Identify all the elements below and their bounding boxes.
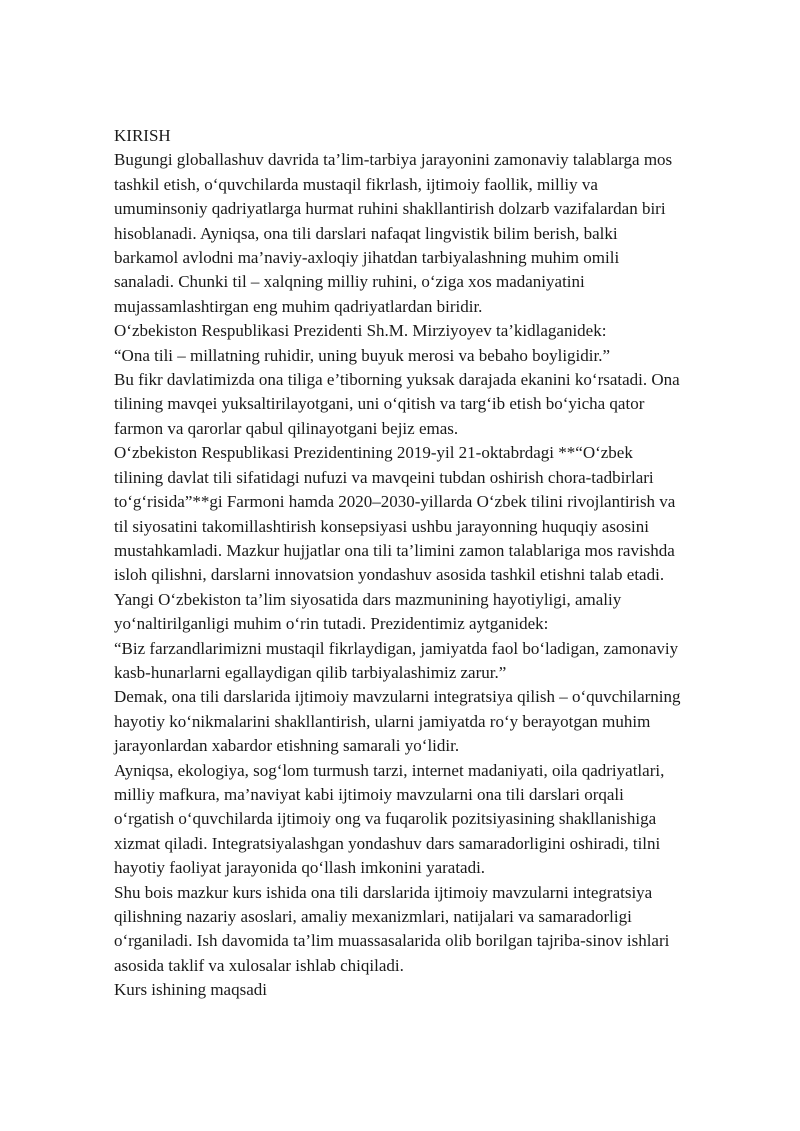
text-line: tilining davlat tili sifatidagi nufuzi va mavqeini tubdan oshirish chora-tadbirlari (114, 467, 654, 487)
text-line: farmon va qarorlar qabul qilinayotgani bejiz emas. (114, 418, 459, 438)
text-line: hisoblanadi. Ayniqsa, ona tili darslari nafaqat lingvistik bilim berish, balki (114, 223, 618, 243)
text-line: sanaladi. Chunki til – xalqning milliy ruhini, o‘ziga xos madaniyatini (114, 272, 585, 292)
text-line: yo‘naltirilganligi muhim o‘rin tutadi. Prezidentimiz aytganidek: (114, 614, 549, 634)
quote-line: kasb-hunarlarni egallaydigan qilib tarbiyalashimiz zarur.” (114, 662, 507, 682)
text-line: Shu bois mazkur kurs ishida ona tili darslarida ijtimoiy mavzularni integratsiya (114, 882, 653, 902)
text-line: milliy mafkura, ma’naviyat kabi ijtimoiy mavzularni ona tili darslari orqali (114, 784, 624, 804)
text-line: Demak, ona tili darslarida ijtimoiy mavzularni integratsiya qilish – o‘quvchilarning (114, 687, 681, 707)
quote-line: “Ona tili – millatning ruhidir, uning buyuk merosi va bebaho boyligidir.” (114, 345, 611, 365)
text-line: O‘zbekiston Respublikasi Prezidenti Sh.M. Mirziyoyev ta’kidlaganidek: (114, 321, 607, 341)
text-line: o‘rgatish o‘quvchilarda ijtimoiy ong va fuqarolik pozitsiyasining shakllanishiga (114, 809, 657, 829)
text-line: o‘rganiladi. Ish davomida ta’lim muassasalarida olib borilgan tajriba-sinov ishlari (114, 931, 670, 951)
text-line: xizmat qiladi. Integratsiyalashgan yondashuv dars samaradorligini oshiradi, tilni (114, 833, 661, 853)
text-line: til siyosatini takomillashtirish konsepsiyasi ushbu jarayonning huquqiy asosini (114, 516, 650, 536)
text-line: umuminsoniy qadriyatlarga hurmat ruhini shakllantirish dolzarb vazifalardan biri (114, 199, 666, 219)
text-line: tilining mavqei yuksaltirilayotgani, uni o‘qitish va targ‘ib etish bo‘yicha qator (114, 394, 645, 414)
text-line: to‘g‘risida”**gi Farmoni hamda 2020–2030-yillarda O‘zbek tilini rivojlantirish va (114, 492, 676, 512)
subsection-heading: Kurs ishining maqsadi (114, 980, 267, 1000)
text-line: mujassamlashtirgan eng muhim qadriyatlardan biridir. (114, 296, 483, 316)
text-line: asosida taklif va xulosalar ishlab chiqiladi. (114, 955, 404, 975)
text-line: isloh qilishni, darslarni innovatsion yondashuv asosida tashkil etishni talab etadi. (114, 565, 665, 585)
text-line: Ayniqsa, ekologiya, sog‘lom turmush tarzi, internet madaniyati, oila qadriyatlari, (114, 760, 665, 780)
text-line: qilishning nazariy asoslari, amaliy mexanizmlari, natijalari va samaradorligi (114, 907, 632, 926)
text-line: Yangi O‘zbekiston ta’lim siyosatida dars mazmunining hayotiyligi, amaliy (114, 589, 622, 609)
text-line: hayotiy ko‘nikmalarini shakllantirish, ularni jamiyatda ro‘y berayotgan muhim (114, 711, 651, 731)
text-line: barkamol avlodni ma’naviy-axloqiy jihatdan tarbiyalashning muhim omili (114, 248, 620, 268)
text-line: jarayonlardan xabardor etishning samarali yo‘lidir. (114, 736, 460, 756)
text-line: hayotiy faoliyat jarayonida qo‘llash imkonini yaratadi. (114, 858, 486, 878)
text-line: mustahkamladi. Mazkur hujjatlar ona tili ta’limini zamon talablariga mos ravishda (114, 540, 675, 560)
section-heading: KIRISH (114, 126, 171, 145)
text-line: tashkil etish, o‘quvchilarda mustaqil fikrlash, ijtimoiy faollik, milliy va (114, 174, 598, 194)
document-page (114, 124, 754, 1003)
text-line: O‘zbekiston Respublikasi Prezidentining 2019-yil 21-oktabrdagi **“O‘zbek (114, 443, 633, 463)
text-line: Bugungi globallashuv davrida ta’lim-tarbiya jarayonini zamonaviy talablarga mos (114, 150, 673, 170)
text-line: Bu fikr davlatimizda ona tiliga e’tiborning yuksak darajada ekanini ko‘rsatadi. Ona (114, 370, 680, 390)
quote-line: “Biz farzandlarimizni mustaqil fikrlaydigan, jamiyatda faol bo‘ladigan, zamonaviy (114, 638, 679, 658)
